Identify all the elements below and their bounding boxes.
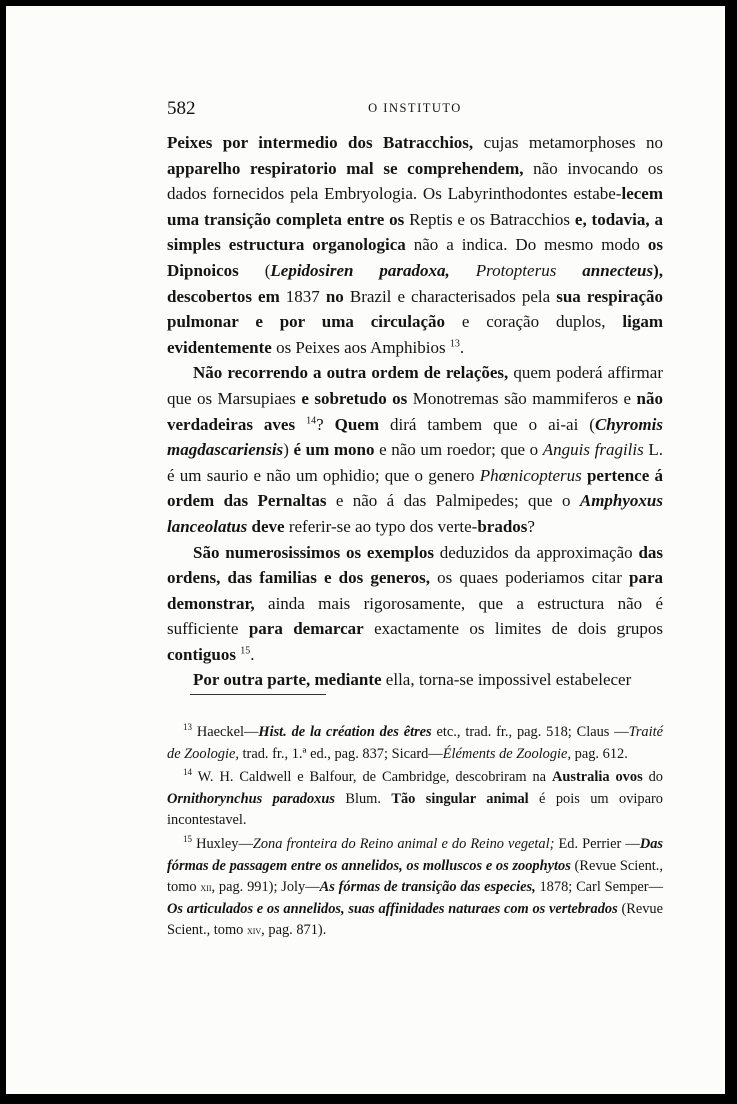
- footnote-ref-14: 14: [306, 414, 317, 426]
- body-text: [167, 130, 663, 693]
- footnotes: [167, 722, 663, 944]
- journal-title: O INSTITUTO: [368, 101, 462, 115]
- footnote-divider: [190, 694, 326, 695]
- paragraph-4: Por outra parte, mediante ella, torna-se impossivel estabelecer: [193, 670, 632, 690]
- footnote-ref-15: 15: [240, 645, 251, 657]
- footnote-ref-13: 13: [449, 338, 460, 350]
- paragraph-1: Peixes por intermedio dos Batracchios, cujas metamorphoses no apparelho respiratorio mal se comprehendem, não invocando os dados fornecidos pela Embryologia. Os Labyrinthodontes estabe-lecem uma transição completa entre os Reptis e os Batracchios e, todavia, a simples estructura organologica não a indica. Do mesmo modo os Dipnoicos (Lepidosiren paradoxa, Protopterus annecteus), descobertos em 1837 no Brazil e characterisados pela sua respiração pulmonar e por uma circulação e coração duplos, ligam evidentemente os Peixes aos Amphibios $^{13}$.: [167, 133, 664, 357]
- book-page: [6, 6, 725, 1094]
- running-head: [167, 98, 663, 120]
- paragraph-2: Não recorrendo a outra ordem de relações, quem poderá affirmar que os Marsupiaes e sobretudo os Monotremas são mammiferos e não verdadeiras aves $^{14}$? Quem dirá tambem que o ai-ai (Chyromis magdascariensis) é um mono e não um roedor; que o Anguis fragilis L. é um saurio e não um ophidio; que o genero Phœnicopterus pertence á ordem das Pernaltas e não á das Palmipedes; que o Amphyoxus lanceolatus deve referir-se ao typo dos verte-brados?: [167, 363, 664, 536]
- footnote-15: $^{15}$ Huxley—Zona fronteira do Reino animal e do Reino vegetal; Ed. Perrier —Das fórmas de passagem entre os annelidos, os molluscos e os zoophytos (Revue Scient., tomo xii, pag. 991); Joly—As fórmas de transição das especies, 1878; Carl Semper—Os articulados e os annelidos, suas affinidades naturaes com os vertebrados (Revue Scient., tomo xiv, pag. 871).: [167, 834, 664, 939]
- page-number: 582: [167, 98, 196, 119]
- paragraph-3: São numerosissimos os exemplos deduzidos da approximação das ordens, das familias e dos generos, os quaes poderiamos citar para demonstrar, ainda mais rigorosamente, que a estructura não é sufficiente para demarcar exactamente os limites de dois grupos contiguos $^{15}$.: [167, 542, 664, 664]
- footnote-14: $^{14}$ W. H. Caldwell e Balfour, de Cambridge, descobriram na Australia ovos do Ornithorynchus paradoxus Blum. Tão singular animal é pois um oviparo incontestavel.: [167, 767, 664, 829]
- footnote-13: $^{13}$ Haeckel—Hist. de la création des êtres etc., trad. fr., pag. 518; Claus —Traité de Zoologie, trad. fr., 1.ª ed., pag. 837; Sicard—Éléments de Zoologie, pag. 612.: [167, 722, 663, 762]
